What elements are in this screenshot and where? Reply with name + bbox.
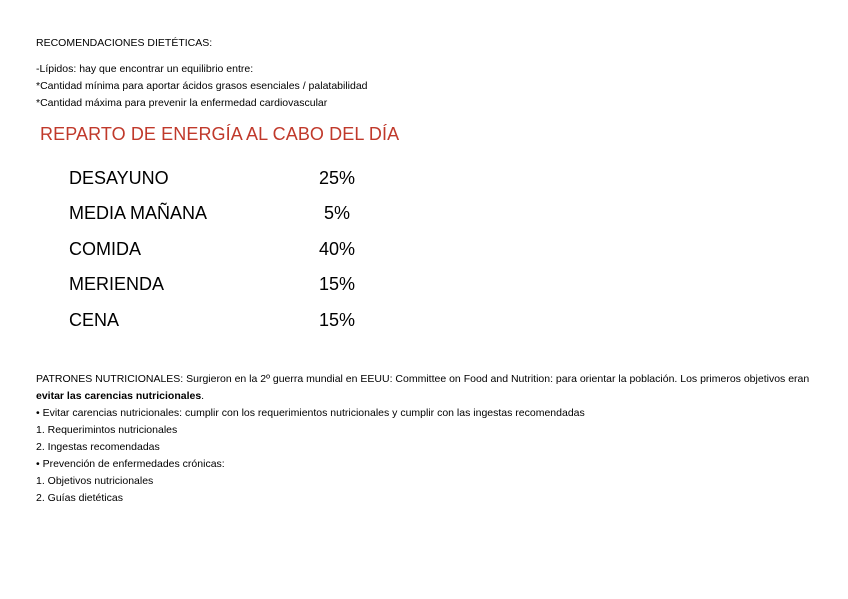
meal-name: MEDIA MAÑANA bbox=[69, 203, 208, 224]
list-item-dietary-guides: 2. Guías dietéticas bbox=[36, 492, 123, 504]
patterns-paragraph-start: PATRONES NUTRICIONALES: Surgieron en la 2º guerra mundial en EEUU: Committee on Food and Nutrition: para orientar la población. Los primeros objetivos eran bbox=[36, 373, 810, 385]
lipids-point-maximum: *Cantidad máxima para prevenir la enfermedad cardiovascular bbox=[36, 97, 328, 109]
nutritional-patterns-section bbox=[36, 371, 816, 507]
energy-distribution-title: REPARTO DE ENERGÍA AL CABO DEL DÍA bbox=[40, 124, 400, 144]
lipids-section bbox=[36, 61, 368, 112]
meal-name: CENA bbox=[69, 309, 120, 330]
patterns-paragraph-end: . bbox=[201, 390, 205, 402]
list-item-nutritional-objectives: 1. Objetivos nutricionales bbox=[36, 475, 154, 487]
patterns-paragraph bbox=[36, 371, 816, 405]
patterns-paragraph-bold: evitar las carencias nutricionales bbox=[36, 390, 202, 402]
list-item-requirements: 1. Requerimintos nutricionales bbox=[36, 424, 178, 436]
meal-percent: 40% bbox=[318, 238, 356, 259]
meal-percent: 15% bbox=[318, 309, 356, 330]
meal-name: COMIDA bbox=[69, 238, 141, 259]
recommendations-heading: RECOMENDACIONES DIETÉTICAS: bbox=[36, 37, 213, 49]
meal-name: DESAYUNO bbox=[69, 168, 169, 188]
lipids-intro: -Lípidos: hay que encontrar un equilibrio entre: bbox=[36, 63, 254, 75]
bullet-chronic-disease-prevention: • Prevención de enfermedades crónicas: bbox=[36, 458, 225, 470]
meal-percent: 5% bbox=[323, 203, 350, 224]
list-item-recommended-intakes: 2. Ingestas recomendadas bbox=[36, 441, 160, 453]
lipids-point-minimum: *Cantidad mínima para aportar ácidos grasos esenciales / palatabilidad bbox=[36, 80, 368, 92]
meal-name: MERIENDA bbox=[69, 274, 165, 295]
bullet-avoid-deficiencies: • Evitar carencias nutricionales: cumplir con los requerimientos nutricionales y cumplir con las ingestas recomendadas bbox=[36, 407, 585, 419]
meal-percent: 15% bbox=[318, 274, 356, 295]
meal-percent: 25% bbox=[318, 168, 356, 188]
